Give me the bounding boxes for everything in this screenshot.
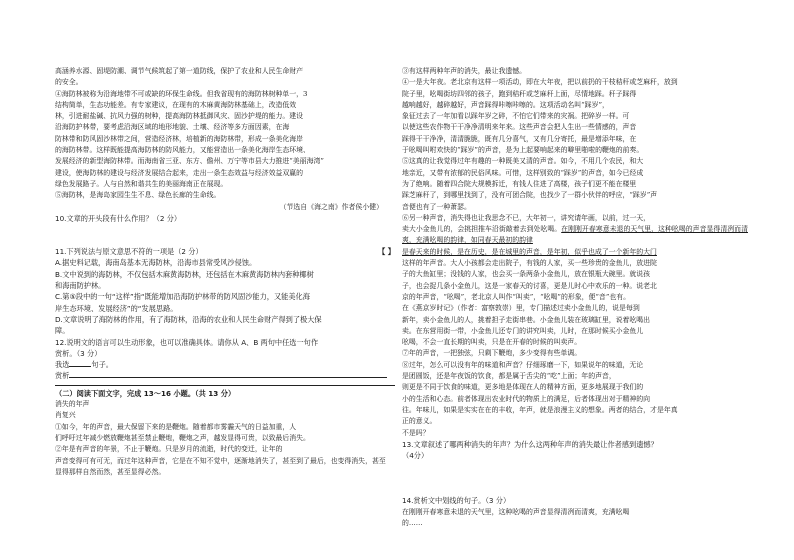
underlined-sentence: 在刚刚开春寒意未退的天气里，这种吆喝的声音显得清冽而清爽，充满吆喝的韵律，如同春天最初的韵律 (402, 225, 748, 245)
para-5: ⑤海防林，是海岛家园生生不息、绿色长廊的生命线。 (55, 191, 221, 200)
option-b-cont: 和海南防护林。 (55, 281, 106, 291)
article-para-9: 正的意义。 (402, 417, 437, 426)
article-para-6: 这样的年声音。大人小孩都会走出院子，有钱的人家，买一些珍贵的金鱼儿，放进院 (402, 259, 657, 268)
question-11-text: 11.下列说法与原文意思不符的一项是（2 分） (55, 247, 203, 257)
article-para-5: 踩芝麻秆了，到哪里找到了，没有可团合院，也找少了一群小伙伴的呼应，“踩岁”声 (402, 191, 658, 200)
para-4-line: 防林带和防风固沙林带之间，营造经济林，培植新的海防林带，形成一条美化海岸 (55, 134, 304, 143)
article-para-6: ⑥另一种声音，消失得也让我思念不已，大年初一，讲究请年画，以前，过一天， (402, 213, 651, 222)
article-para-6-text: 卖大小金鱼儿的，会挑担推车沿街敲着去到处吆喝。 (402, 225, 562, 234)
article-para-5: 为了绝响。随着四合院大规模拆迁，有钱人住进了高楼，孩子们更不能在楼里 (402, 179, 637, 188)
para-4-line: 沿海防护林带，要考虑沿海区域的地形地貌、土壤、经济等多方面因素，在海 (55, 123, 290, 132)
para-4-line: 结构简单，生态功能差。有专家建议，在现有的木麻黄海防林基础上，改造低效 (55, 100, 297, 109)
article-para-3: ③有这样两种年声的消失，最让我遗憾。 (402, 67, 527, 75)
article-para-10: 不是吗？ (402, 428, 430, 437)
question-12: 12.说明文的语言可以生动形象，也可以准确具体。请你从 A、B 两句中任选一句作 (55, 337, 319, 347)
article-para-8: ⑦年的声音，一把独弦，只剩下鞭炮，多少变得有些单调。 (402, 349, 582, 358)
underlined-sentence-cont: 是春天来的时候，是在历史，是在城里的声音，是年初，似乎也成了一个新年的大门 (402, 247, 657, 256)
article-para-6 (402, 224, 748, 247)
article-para-4: 象征过去了一年加看以踩年岁之碎，不怕它们带来的灾祸。把碎岁一样。可 (402, 112, 630, 121)
article-para-2: 显得那样自然而然，甚至显得必然。 (55, 467, 166, 476)
option-d: D.文章说明了海防林的作用，有了海防林，沿海的农业和人民生命财产得到了极大保 (55, 314, 322, 324)
option-a: A.据史料记载，海南岛基本无海防林，沿海市县常受风沙侵蚀。 (55, 258, 257, 268)
article-para-4: 以使这些农作物干干净净清明来年来。这些声音会把人生出一些情感的，声音 (402, 123, 637, 132)
article-para-7: 在《燕京岁时记》（作者：富察敦崇）里，专门描述过卖小金鱼儿的，说是每到 (402, 304, 640, 313)
article-para-4: 踩得干干净净，清清脆脆，既有几分喜气，又有几分寄托，最是增添年味，在 (402, 134, 637, 143)
para-intro-line: 高涵养水源、固堤防潮、调节气候筑起了第一道防线，保护了农业和人民生命财产 (55, 67, 304, 75)
article-para-4: 院子里，吆喝街坊四邻的孩子，跑到秸秆或芝麻秆上面，尽情地踩。秆子踩得 (402, 89, 637, 98)
question-13-cont: （4分） (402, 451, 429, 461)
para-4-line: 发展经济的新型海防林带。而海南省三亚、东方、儋州、万宁等市县大力推进“美丽海湾” (55, 157, 324, 166)
article-para-6: 子，也会捉几条小金鱼儿，这是一家春天的讨喜，更是儿时心中欢乐的一种。说老北 (402, 281, 657, 290)
article-para-5: 地亲近，又带有浓郁的民俗风味。可惜，这样别致的“踩岁”的声音，如今已经成 (402, 168, 644, 177)
article-author: 肖复兴 (55, 411, 76, 420)
choice-suffix: 句子。 (91, 360, 113, 370)
question-14-quote: 在刚刚开春寒意未退的天气里，这种吆喝的声音显得清冽而清爽，充满吆喝 (402, 507, 630, 516)
article-para-9: 是团圆饭，还是年夜饭的饮食，都是属于舌尖的“吃”上面；年的声音， (402, 372, 616, 381)
analysis-label: 赏析 (55, 371, 70, 381)
article-para-7: 新年，卖小金鱼儿的人，挑着担子走街串巷。小金鱼儿装在玻璃缸里，说着吆喝出 (402, 315, 651, 324)
para-4-line: 的海防林带。这样既能提高海防林的防风能力，又能营造出一条美化海岸生态环境、 (55, 146, 310, 155)
left-column (55, 66, 395, 478)
article-para-6: 子的大鱼缸里；没钱的人家，也会买一条两条小金鱼儿，放在银瓶大碗里。就说孩 (402, 270, 651, 279)
question-13: 13.文章叙述了哪两种消失的年声？为什么这两种年声的消失最让作者感到遗憾？ (402, 439, 658, 449)
article-para-4: 越响越好，越碎越好，声音踩得咔嚓咔嚓的。这项活动名叫“踩岁”， (402, 100, 609, 109)
question-11 (55, 246, 395, 257)
para-4-line: 绿色发展路子。人与自然和谐共生的美丽海南正在展现。 (55, 179, 228, 188)
option-d-cont: 障。 (55, 326, 70, 336)
article-para-1: ①如今，年的声音，最大保留下来的是鞭炮。随着都市雾霾天气的日益加重，人 (55, 422, 297, 431)
article-para-7: 卖。在东营用街一带，小金鱼儿还专门的讲究叫卖，儿时，在那时候买小金鱼儿 (402, 326, 644, 335)
article-para-2: ②年是有声音的年景，不止于鞭炮。只是岁月的流逝，时代的变迁，让年的 (55, 445, 283, 454)
question-12-cont: 赏析。（3 分） (55, 348, 102, 358)
article-para-9: 则更是不同于饮食的味道，更多地是体现在人的精神方面，更多地展现于我们的 (402, 383, 644, 392)
question-14-quote: 的…… (402, 518, 423, 527)
divider (55, 385, 395, 386)
article-para-1: 们呼吁过年减少燃放鞭炮甚至禁止鞭炮，鞭炮之声，越发显得可贵，以致最后消失。 (55, 433, 310, 442)
article-para-9: 往。年味儿，如果是实实在在的丰收，年声，就是浪漫主义的想象。两者的结合，才是年真 (402, 405, 678, 414)
choice-blank[interactable] (69, 366, 91, 367)
answer-space-10[interactable] (55, 224, 395, 246)
analysis-blank[interactable] (69, 377, 387, 378)
para-4-line: ④海防林被称为沿海地带不可或缺的环保生命线。但我省现有的海防林树种单一，3 (55, 89, 308, 98)
para-4-line: 林，引进耐盐碱、抗风力强的树种，提高海防林抵御风灾、固沙护堤的能力。建设 (55, 112, 304, 121)
choice-line (55, 359, 395, 370)
article-para-4: 于吆喝叫咐欢快的“踩岁”的声音，是为上起要响起来的噼里啪啦的鞭炮的前奏。 (402, 146, 644, 155)
question-14: 14.赏析文中划线的句子。（3 分） (402, 496, 511, 506)
article-para-4: ④一是大年夜。老北京有这样一项活动，即在大年夜，把以前扔的干枝秸秆或芝麻秆，放到 (402, 78, 678, 87)
answer-space-13[interactable] (402, 461, 748, 495)
section-heading: （二）阅读下面文字，完成 13～16 小题。（共 13 分） (55, 388, 236, 398)
option-c-cont: 岸生态环境、发展经济”的“发展思路。 (55, 303, 178, 313)
para-4-line: 建设，使海防林的建设与经济发展结合起来，走出一条生态效益与经济效益双赢的 (55, 168, 304, 177)
article-title: 消失的年声 (55, 400, 90, 409)
choice-prefix: 我选 (55, 360, 70, 370)
right-column (402, 66, 748, 529)
option-c: C.第⑤段中的一句“这样”指“既能增加沿海防护林带的防风固沙能力，又能美化海 (55, 292, 310, 302)
source-citation: （节选自《海之南》作者侯小健） (279, 202, 383, 211)
article-para-9: 小的生活和心态。前者体现出农业时代的物质上的满足，后者体现出对于精神的向 (402, 394, 651, 403)
article-para-6: 京的年声音，“吆喝”，老北京人叫作“叫卖”，“吆喝”的形象，便“音”也有。 (402, 292, 631, 301)
article-para-2: 声音变得可有可无，而过年这种声音，它是在不知不觉中，逐渐地消失了，甚至到了最后，也变得消失，甚至 (55, 456, 386, 465)
article-para-9: ⑧过年，怎么可以没有年的味道和声音？仔细琢磨一下，如果说年的味道，无论 (402, 360, 644, 369)
answer-bracket[interactable]: 【 】 (378, 247, 395, 257)
question-10: 10.文章的开头段有什么作用？（2 分） (55, 213, 182, 223)
analysis-line (55, 370, 395, 381)
option-b: B.文中说到的海防林，不仅包括木麻黄海防林，还包括在木麻黄海防林内套种椰树 (55, 269, 314, 279)
para-intro-line: 的安全。 (55, 78, 83, 87)
article-para-5: ⑤这真的让我觉得过年有趣的一种既美又清的声音。如今，不用几个农民，和大 (402, 157, 644, 166)
article-para-7: 吆喝，不会一直长期的叫卖，只是在开春的时候的叫卖声。 (402, 338, 582, 347)
article-para-5: 音便也有了一种萧瑟。 (402, 202, 471, 211)
